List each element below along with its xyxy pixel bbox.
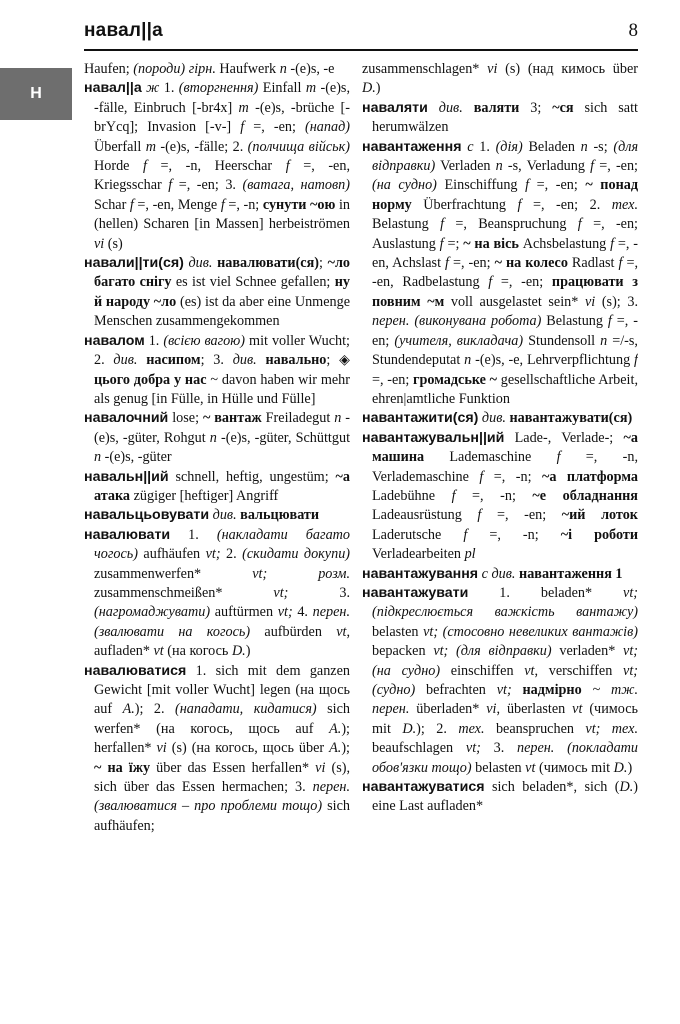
entry-text: -(e)s, -güter, Rohgut xyxy=(94,410,350,446)
entry-text: (s) xyxy=(104,235,123,252)
italic-label: vt; тех. xyxy=(585,720,638,737)
headword: наваляти xyxy=(362,99,428,116)
dictionary-entry xyxy=(84,254,350,332)
italic-label: f xyxy=(143,158,147,175)
italic-label: ~ тж. перен. xyxy=(372,682,638,718)
italic-label: vi xyxy=(487,61,498,77)
entry-text: =, -en; xyxy=(594,158,638,175)
entry-text: 1. xyxy=(473,138,496,155)
bold-phrase: ~ на їжу xyxy=(94,759,151,776)
italic-label: (стосовно невеликих вантажів) xyxy=(442,623,638,640)
entry-text: ; ◈ xyxy=(326,352,350,369)
italic-label: f xyxy=(445,255,449,272)
bold-phrase: ~ на вісь xyxy=(463,235,519,252)
bold-phrase: навантаження 1 xyxy=(519,565,623,582)
italic-label: A. xyxy=(329,740,342,757)
entry-text: =, -n; xyxy=(483,468,542,485)
italic-label: vt; xyxy=(205,546,221,563)
bold-phrase: ~і роботи xyxy=(560,526,638,543)
italic-label: vt; розм. xyxy=(252,565,350,582)
headword: навантаження xyxy=(362,138,462,155)
bold-phrase: навантажувати(ся) xyxy=(509,410,633,427)
entry-text: ); 2. xyxy=(134,701,176,718)
italic-label: (покладати обов'язки тощо) xyxy=(372,740,638,776)
bold-phrase: ну й народу ~ло xyxy=(94,274,350,310)
entry-text: auftürmen xyxy=(210,604,278,621)
left-column xyxy=(84,60,350,1020)
entry-text: , aufladen* xyxy=(94,623,350,660)
italic-label: D. xyxy=(613,759,628,776)
entry-text: =, -en, Menge xyxy=(133,196,221,213)
entry-text: =, -en, Kriegsschar xyxy=(94,158,350,194)
italic-label: див. xyxy=(481,410,506,427)
entry-text: -s; xyxy=(587,138,614,155)
headword: навантажити(ся) xyxy=(362,410,479,427)
italic-label: m xyxy=(305,80,317,97)
italic-label: ж xyxy=(146,80,160,97)
entry-text xyxy=(428,100,439,116)
entry-text: Belastung xyxy=(372,216,441,233)
italic-label: див. xyxy=(188,255,213,272)
italic-label: vi xyxy=(584,293,596,310)
italic-label: f xyxy=(240,119,245,136)
italic-label: vt; xyxy=(273,584,289,601)
entry-text: 1. xyxy=(159,80,179,97)
italic-label: n xyxy=(209,429,217,446)
entry-text: ) xyxy=(375,80,381,97)
entry-text: bepacken xyxy=(372,643,434,660)
italic-label: (підкреслюється важкість вантажу) xyxy=(372,604,638,621)
bold-phrase: ~а платформа xyxy=(541,468,638,485)
entry-text: (s) (над кимось über xyxy=(497,61,638,77)
entry-text: =, -en, Radbelastung xyxy=(372,255,638,291)
headword: навал||а xyxy=(84,80,142,97)
dictionary-entry xyxy=(362,138,638,410)
entry-text: (s) (на когось, щось über xyxy=(166,740,330,757)
italic-label: vi xyxy=(315,759,326,776)
entry-text: 2. xyxy=(220,546,243,563)
italic-label: (напад) xyxy=(305,119,350,136)
entry-text: schnell, heftig, ungestüm; xyxy=(168,468,336,485)
entry-text: Ladebühne xyxy=(372,487,452,504)
entry-text: 1. xyxy=(144,332,164,349)
headword: навалом xyxy=(84,332,145,349)
entry-text: =, -n; xyxy=(467,526,561,543)
entry-text: 1. sich mit dem ganzen Gewicht [mit voller Wucht] legen (на щось auf xyxy=(94,662,350,718)
bold-phrase: ~ понад норму xyxy=(372,177,638,213)
entry-text: -(e)s, -brüche [-brYcq]; Invasion [-v-] xyxy=(94,99,350,136)
italic-label: vi xyxy=(486,701,497,718)
italic-label: див. xyxy=(232,352,257,369)
italic-label: f xyxy=(220,196,225,213)
italic-label: f xyxy=(477,507,482,524)
entry-text: -(e)s, -fälle; 2. xyxy=(155,138,248,155)
entry-text: Beladen xyxy=(522,138,581,155)
entry-text: beanspruchen xyxy=(484,720,586,737)
headword: навантажувати xyxy=(362,584,469,601)
italic-label: f xyxy=(577,216,582,233)
dictionary-entry xyxy=(362,409,638,428)
entry-text: Verladen xyxy=(435,158,496,175)
italic-label: vt; xyxy=(623,584,638,601)
bold-phrase: ~ся xyxy=(552,99,574,116)
italic-label: f xyxy=(168,177,173,194)
italic-label: vt xyxy=(572,701,583,718)
entry-text: sich beladen*, sich ( xyxy=(484,779,620,796)
dictionary-entry xyxy=(84,332,350,410)
italic-label: vt; xyxy=(623,662,638,679)
italic-label: vi xyxy=(156,740,167,757)
italic-label: (ватага, натовп) xyxy=(242,177,350,194)
italic-label: f xyxy=(634,352,638,369)
entry-text: zusammenschmeißen* xyxy=(94,584,274,601)
italic-label: D. xyxy=(402,720,417,737)
italic-label: (звалюватися – про проблеми тощо) xyxy=(94,798,323,815)
entry-text: =, -n; xyxy=(455,487,533,504)
italic-label: A. xyxy=(122,701,135,718)
entry-text: gesellschaftliche Arbeit, ehren|amtliche Funktion xyxy=(372,371,638,407)
entry-text: Freiladegut xyxy=(261,410,335,427)
entry-text xyxy=(257,352,266,368)
entry-text: =, -en; xyxy=(481,507,562,524)
running-head: навал||а xyxy=(84,20,163,41)
entry-text: ); herfallen* xyxy=(94,720,350,757)
italic-label: перен. xyxy=(312,779,350,796)
entry-text: ) xyxy=(245,643,251,660)
entry-text: =, -en; 2. xyxy=(521,196,612,213)
entry-text: (s), sich über das Essen hermachen; 3. xyxy=(94,759,350,796)
entry-text: ) eine Last aufladen* xyxy=(372,779,638,815)
entry-text: ) xyxy=(627,759,633,776)
entry-text: belasten xyxy=(471,759,526,776)
entry-text: =, -en; xyxy=(448,255,495,272)
italic-label: n xyxy=(94,449,102,466)
bold-phrase: цього добра у нас xyxy=(94,371,207,388)
dictionary-entry xyxy=(84,662,350,837)
italic-label: n xyxy=(279,61,287,77)
italic-label: (на судно) xyxy=(372,662,441,679)
entry-text: (чимось mit xyxy=(535,759,614,776)
italic-label: n xyxy=(600,332,608,349)
dictionary-entry xyxy=(84,409,350,467)
entry-text: Laderutsche xyxy=(372,526,464,543)
entry-text: , verschiffen xyxy=(534,662,624,679)
italic-label: (дія) xyxy=(495,138,523,155)
italic-label: vt xyxy=(153,643,164,660)
bold-phrase: ~ий лоток xyxy=(561,507,638,524)
italic-label: (нагромаджувати) xyxy=(94,604,211,621)
italic-label: vi xyxy=(94,235,105,252)
entry-text: 3. xyxy=(480,740,517,757)
italic-label: f xyxy=(440,216,445,233)
entry-text: Überfall xyxy=(94,138,146,155)
dictionary-entry xyxy=(362,584,638,778)
entry-continuation xyxy=(84,60,350,79)
entry-text: sich satt herumwälzen xyxy=(372,99,638,136)
entry-text: =/-s, Stundendeputat xyxy=(372,332,638,369)
entry-text: Schar xyxy=(94,196,130,213)
entry-text: überladen* xyxy=(409,701,487,718)
italic-label: A. xyxy=(329,720,342,737)
italic-label: vt; xyxy=(496,682,512,698)
entry-text: =, -en; xyxy=(529,177,586,194)
entry-text: sich aufhäufen; xyxy=(94,798,350,834)
italic-label: f xyxy=(556,449,561,466)
italic-label: vt; xyxy=(423,623,439,640)
italic-label: n xyxy=(464,352,472,369)
entry-text: in (hellen) Scharen [in Massen] herbeiströmen xyxy=(94,196,350,233)
italic-label: (породи) гірн. xyxy=(133,61,216,77)
entry-text: 3; xyxy=(519,99,553,116)
headword: навальн||ий xyxy=(84,468,169,485)
headword: навалюватися xyxy=(84,662,187,679)
italic-label: (скидати докупи) xyxy=(242,546,350,563)
entry-text: Belastung xyxy=(541,313,608,330)
headword: навантажуватися xyxy=(362,779,485,796)
italic-label: (для відправки) xyxy=(456,643,552,660)
italic-label: (для відправки) xyxy=(372,138,638,175)
italic-label: f xyxy=(451,487,456,504)
entry-text: ); xyxy=(341,740,350,757)
italic-label: n xyxy=(495,158,503,175)
entry-text: Radlast xyxy=(567,255,619,272)
italic-label: с xyxy=(467,138,474,155)
headword: навантажування xyxy=(362,565,479,582)
entry-text: Lade-, Verlade-; xyxy=(504,429,624,446)
entry-text: verladen* xyxy=(551,643,624,660)
italic-label: f xyxy=(479,468,484,485)
italic-label: (полчища військ) xyxy=(247,138,350,155)
entry-text: 1. xyxy=(170,526,217,543)
italic-label: (судно) xyxy=(372,682,416,698)
italic-label: (виконувана робота) xyxy=(414,313,542,330)
italic-label: vt xyxy=(525,759,536,776)
entry-text: Verladearbeiten xyxy=(372,546,465,563)
entry-text: =, -n, Verlademaschine xyxy=(372,449,638,485)
entry-text: über das Essen herfallen* xyxy=(150,759,316,776)
entry-text: befrachten xyxy=(415,682,497,698)
entry-text: 3. xyxy=(288,584,350,601)
italic-label: f xyxy=(618,255,623,272)
entry-text: zügiger [heftiger] Angriff xyxy=(130,487,279,504)
entry-text: ; xyxy=(319,255,328,272)
headword: навальцьовувати xyxy=(84,507,210,524)
entry-continuation xyxy=(362,60,638,99)
bold-phrase: валяти xyxy=(473,99,520,116)
italic-label: f xyxy=(607,313,612,330)
entry-text xyxy=(137,352,146,368)
bold-phrase: навалювати(ся) xyxy=(217,255,319,272)
dictionary-entry xyxy=(84,526,350,662)
italic-label: (накладати багато чогось) xyxy=(94,526,350,563)
entry-text: ; 3. xyxy=(200,352,233,369)
headword: навантажувальн||ий xyxy=(362,429,505,446)
italic-label: тех. xyxy=(611,196,638,213)
entry-text xyxy=(582,682,593,698)
italic-label: f xyxy=(590,158,595,175)
entry-text: =, -en; Auslastung xyxy=(372,216,638,252)
entry-text: 1. beladen* xyxy=(468,584,624,601)
italic-label: (нападати, кидатися) xyxy=(175,701,317,718)
italic-label: vt; xyxy=(465,740,481,757)
entry-text: =, Beanspruchung xyxy=(444,216,578,233)
entry-text: (es) ist da aber eine Unmenge Menschen zusammengekommen xyxy=(94,293,350,330)
italic-label: f xyxy=(463,526,468,543)
bold-phrase: ~е обладнання xyxy=(532,487,638,504)
italic-label: f xyxy=(610,235,615,252)
headword: навали||ти(ся) xyxy=(84,255,184,272)
italic-label: (звалювати на когось) xyxy=(94,623,251,640)
headword: навалочний xyxy=(84,410,169,427)
italic-label: див. xyxy=(438,99,463,116)
entry-text: Haufen; xyxy=(84,61,134,77)
italic-label: (вторгнення) xyxy=(178,80,259,97)
entry-text: aufbürden xyxy=(250,623,337,640)
entry-text: (чимось mit xyxy=(372,701,638,737)
italic-label: (учителя, викладача) xyxy=(394,332,524,349)
italic-label: f xyxy=(517,196,522,213)
dictionary-entry xyxy=(84,79,350,254)
entry-text: Ladeausrüstung xyxy=(372,507,478,524)
entry-text: Haufwerk xyxy=(215,61,280,77)
entry-text: ); 2. xyxy=(416,720,459,737)
thumb-index-tab xyxy=(0,68,72,120)
entry-text: =, -n; xyxy=(224,196,263,213)
entry-text: -(e)s, -e, Lehrverpflichtung xyxy=(471,352,635,369)
bold-phrase: навально xyxy=(265,352,327,369)
entry-text: beaufschlagen xyxy=(372,740,466,757)
bold-phrase: ~ на колесо xyxy=(494,255,568,272)
entry-text: lose; xyxy=(168,410,203,427)
bold-phrase: ~ло багато снігу xyxy=(94,255,350,291)
bold-phrase: вальцювати xyxy=(240,507,320,524)
italic-label: f xyxy=(525,177,530,194)
bold-phrase: надмірно xyxy=(522,682,582,698)
italic-label: n xyxy=(334,410,342,427)
entry-text: =, -en; xyxy=(372,313,638,349)
italic-label: тех. xyxy=(458,720,485,737)
italic-label: перен. xyxy=(372,313,410,330)
entry-text: =; xyxy=(443,235,464,252)
italic-label: перен. xyxy=(312,604,350,621)
page-number: 8 xyxy=(628,20,638,41)
entry-text: zusammenwerfen* xyxy=(94,565,253,582)
italic-label: перен. xyxy=(516,740,555,757)
right-column xyxy=(362,60,638,1020)
italic-label: f xyxy=(488,274,493,291)
entry-text: belasten xyxy=(372,623,424,640)
italic-label: f xyxy=(285,158,290,175)
italic-label: vt; xyxy=(433,643,449,660)
dictionary-entry xyxy=(362,778,638,817)
entry-text: =, -en; 3. xyxy=(172,177,243,194)
page-header xyxy=(84,18,638,46)
bold-phrase: сунути ~ою xyxy=(262,196,336,213)
entry-text: einschiffen xyxy=(440,662,525,679)
entry-text xyxy=(448,643,456,659)
italic-label: vt xyxy=(336,623,347,640)
italic-label: vt xyxy=(524,662,535,679)
entry-text: mit voller Wucht; 2. xyxy=(94,332,350,369)
italic-label: vt; xyxy=(623,643,638,660)
entry-text: (s); 3. xyxy=(595,293,638,310)
dictionary-entry xyxy=(84,468,350,507)
entry-text: -(e)s, -güter, Schüttgut xyxy=(216,429,350,446)
bold-phrase: ~а машина xyxy=(372,429,638,466)
entry-text: =, -en; xyxy=(372,371,414,388)
entry-text: -s, Verladung xyxy=(502,158,591,175)
italic-label: (на судно) xyxy=(372,177,437,194)
dictionary-entry xyxy=(362,99,638,138)
entry-text: es ist viel Schnee gefallen; xyxy=(171,274,335,291)
dictionary-entry xyxy=(84,506,350,525)
italic-label: (всією вагою) xyxy=(163,332,246,349)
header-rule xyxy=(84,49,638,51)
italic-label: pl xyxy=(464,546,476,563)
dictionary-entry xyxy=(362,429,638,565)
entry-text: -(e)s, -fälle, Einbruch [-br4x] xyxy=(94,80,350,116)
entry-text: =, -n, Heerschar xyxy=(146,158,286,175)
bold-phrase: ~а атака xyxy=(94,468,350,504)
entry-text: , überlasten xyxy=(496,701,573,718)
entry-text xyxy=(512,682,523,698)
italic-label: D. xyxy=(231,643,246,660)
entry-text xyxy=(554,740,567,756)
italic-label: f xyxy=(129,196,134,213)
italic-label: див. xyxy=(113,352,138,369)
entry-text: Horde xyxy=(94,158,144,175)
italic-label: див. xyxy=(212,507,237,524)
entry-text: 4. xyxy=(292,604,313,621)
italic-label: с див. xyxy=(481,565,516,582)
headword: навалювати xyxy=(84,526,171,543)
entry-text: sich werfen* (на когось, щось auf xyxy=(94,701,350,737)
entry-text: -(e)s, -güter xyxy=(101,449,172,466)
bold-phrase: ~ вантаж xyxy=(202,410,262,427)
entry-text xyxy=(463,100,474,116)
italic-label: m xyxy=(145,138,156,155)
entry-text: aufhäufen xyxy=(137,546,206,563)
italic-label: f xyxy=(439,235,444,252)
entry-text: Einschiffung xyxy=(436,177,526,194)
italic-label: m xyxy=(238,99,249,116)
entry-text: ~ davon haben wir mehr als genug [in Fülle, in Hülle und Fülle] xyxy=(94,371,350,407)
entry-text: Lademaschine xyxy=(424,449,557,466)
entry-text: Einfall xyxy=(258,80,306,97)
italic-label: n xyxy=(580,138,588,155)
bold-phrase: громадське ~ xyxy=(413,371,498,388)
entry-text: =, -en; xyxy=(492,274,552,291)
italic-label: D. xyxy=(362,80,376,97)
dictionary-entry xyxy=(362,565,638,584)
entry-text: Stundensoll xyxy=(523,332,601,349)
entry-text: voll ausgelastet sein* xyxy=(444,293,585,310)
bold-phrase: насипом xyxy=(146,352,201,369)
entry-text: =, -en; xyxy=(244,119,306,136)
italic-label: D. xyxy=(619,779,634,796)
italic-label: vt; xyxy=(277,604,293,621)
entry-text: =, -en, Achslast xyxy=(372,235,638,272)
entry-text: (на когось xyxy=(163,643,232,660)
entry-text: -(e)s, -e xyxy=(286,61,335,77)
entry-text: zusammenschlagen* xyxy=(362,61,488,77)
entry-text: Achsbelastung xyxy=(518,235,611,252)
entry-text: Überfrachtung xyxy=(411,196,518,213)
thumb-index-letter: Н xyxy=(30,85,42,102)
bold-phrase: працювати з повним ~м xyxy=(372,274,638,310)
